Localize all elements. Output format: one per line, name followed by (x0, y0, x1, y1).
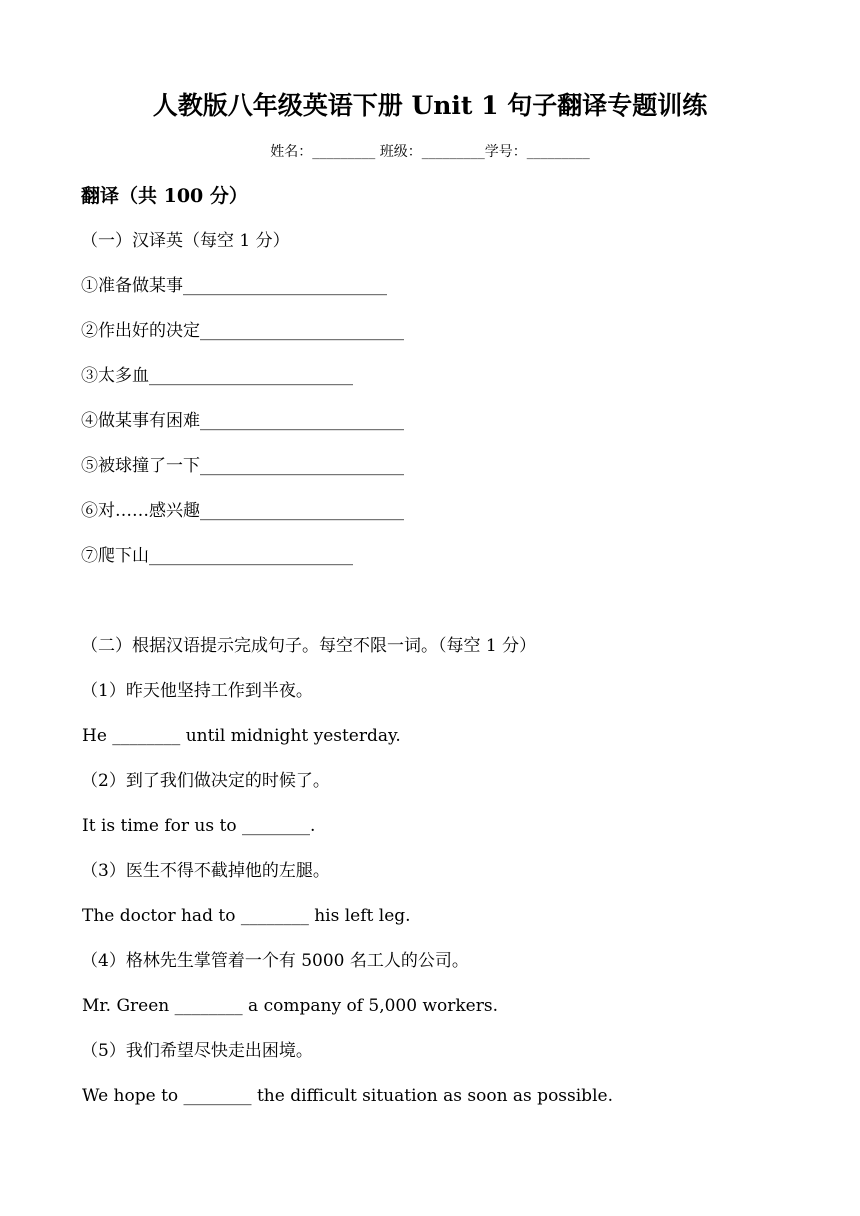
part2-question-3-chinese: （3）医生不得不截掉他的左腿。 (81, 861, 330, 881)
part1-item-1: ①准备做某事________________________ (81, 276, 387, 296)
part2-question-5-english: We hope to ________ the difficult situation as soon as possible. (82, 1086, 613, 1106)
part1-item-2: ②作出好的决定________________________ (81, 321, 404, 341)
page-title: 人教版八年级英语下册 Unit 1 句子翻译专题训练 (152, 91, 708, 120)
student-info-line: 姓名：_________ 班级：_________学号：_________ (270, 144, 590, 160)
section-heading: 翻译（共 100 分） (81, 185, 248, 207)
part2-question-1-english: He ________ until midnight yesterday. (82, 726, 401, 746)
part1-item-6: ⑥对……感兴趣________________________ (81, 501, 404, 521)
part1-item-5: ⑤被球撞了一下________________________ (81, 456, 404, 476)
part2-heading: （二）根据汉语提示完成句子。每空不限一词。（每空 1 分） (81, 636, 537, 656)
part2-question-3-english: The doctor had to ________ his left leg. (82, 906, 411, 926)
part2-question-2-english: It is time for us to ________. (82, 816, 316, 836)
part2-question-5-chinese: （5）我们希望尽快走出困境。 (81, 1041, 313, 1061)
part1-item-4: ④做某事有困难________________________ (81, 411, 404, 431)
part2-question-4-english: Mr. Green ________ a company of 5,000 workers. (82, 996, 498, 1016)
part1-item-7: ⑦爬下山________________________ (81, 546, 353, 566)
part1-heading: （一）汉译英（每空 1 分） (81, 231, 290, 251)
part2-question-2-chinese: （2）到了我们做决定的时候了。 (81, 771, 330, 791)
part1-item-3: ③太多血________________________ (81, 366, 353, 386)
part2-question-4-chinese: （4）格林先生掌管着一个有 5000 名工人的公司。 (81, 951, 469, 971)
part2-question-1-chinese: （1）昨天他坚持工作到半夜。 (81, 681, 313, 701)
